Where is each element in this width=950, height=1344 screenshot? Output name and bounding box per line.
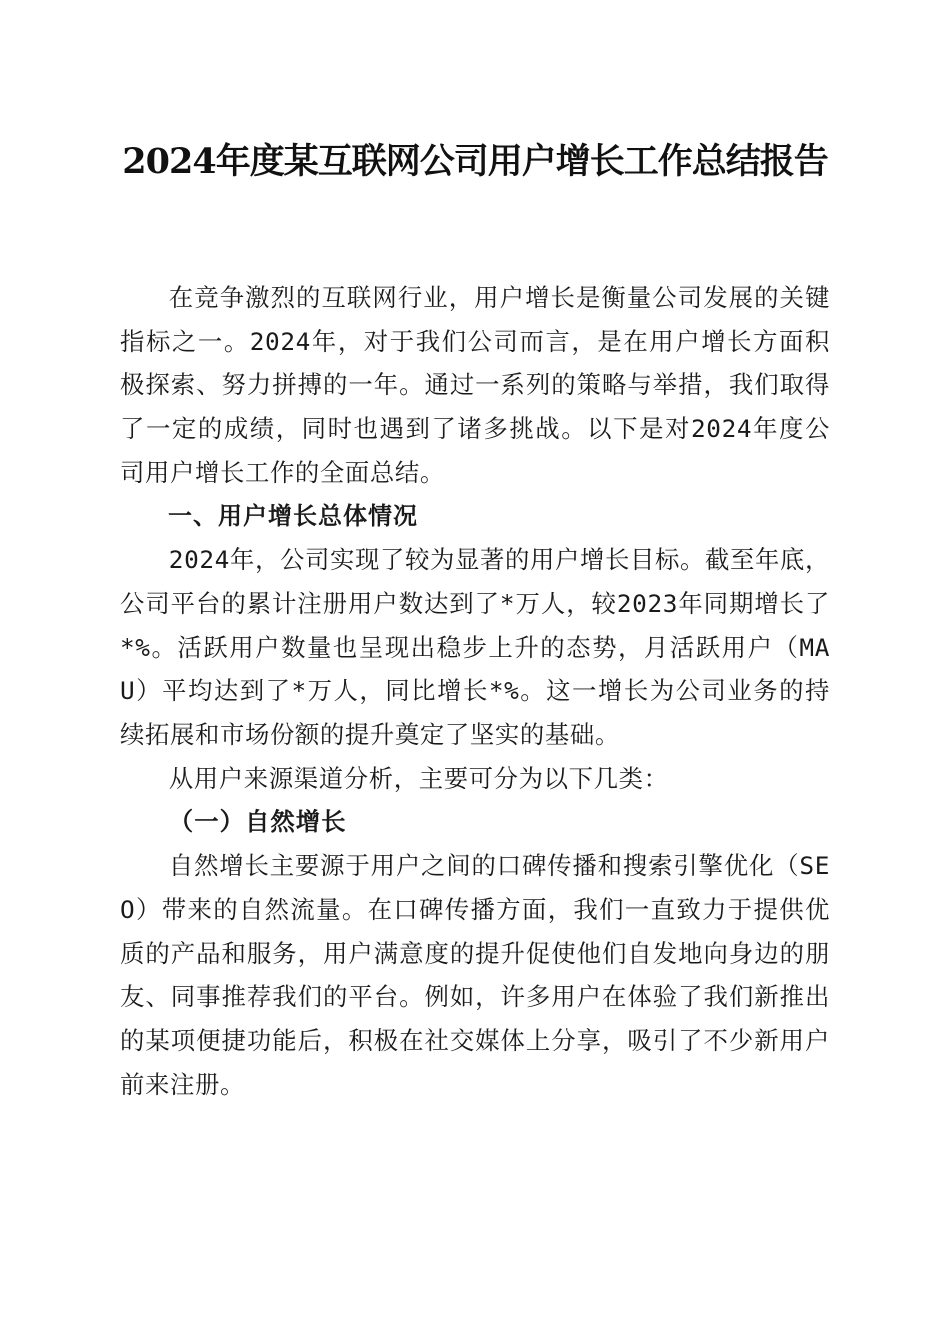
natural-growth-paragraph: 自然增长主要源于用户之间的口碑传播和搜索引擎优化（SEO）带来的自然流量。在口碑传播方面，我们一直致力于提供优质的产品和服务，用户满意度的提升促使他们自发地向身边的朋友、同事推荐我们的平台。例如，许多用户在体验了我们新推出的某项便捷功能后，积极在社交媒体上分享，吸引了不少新用户前来注册。 xyxy=(120,851,830,1099)
overall-paragraph: 2024年，公司实现了较为显著的用户增长目标。截至年底，公司平台的累计注册用户数达到了*万人，较2023年同期增长了*%。活跃用户数量也呈现出稳步上升的态势，月活跃用户（MAU）平均达到了*万人，同比增长*%。这一增长为公司业务的持续拓展和市场份额的提升奠定了坚实的基础。 xyxy=(120,545,830,750)
section-heading-overall: 一、用户增长总体情况 xyxy=(168,501,418,530)
subsection-heading-natural-growth: （一）自然增长 xyxy=(168,807,347,837)
channel-intro-paragraph: 从用户来源渠道分析，主要可分为以下几类： xyxy=(168,763,669,793)
document-title: 2024年度某互联网公司用户增长工作总结报告 xyxy=(122,141,828,182)
document-body xyxy=(120,276,830,1106)
intro-paragraph: 在竞争激烈的互联网行业，用户增长是衡量公司发展的关键指标之一。2024年，对于我们公司而言，是在用户增长方面积极探索、努力拼搏的一年。通过一系列的策略与举措，我们取得了一定的成绩，同时也遇到了诸多挑战。以下是对2024年度公司用户增长工作的全面总结。 xyxy=(120,283,830,487)
